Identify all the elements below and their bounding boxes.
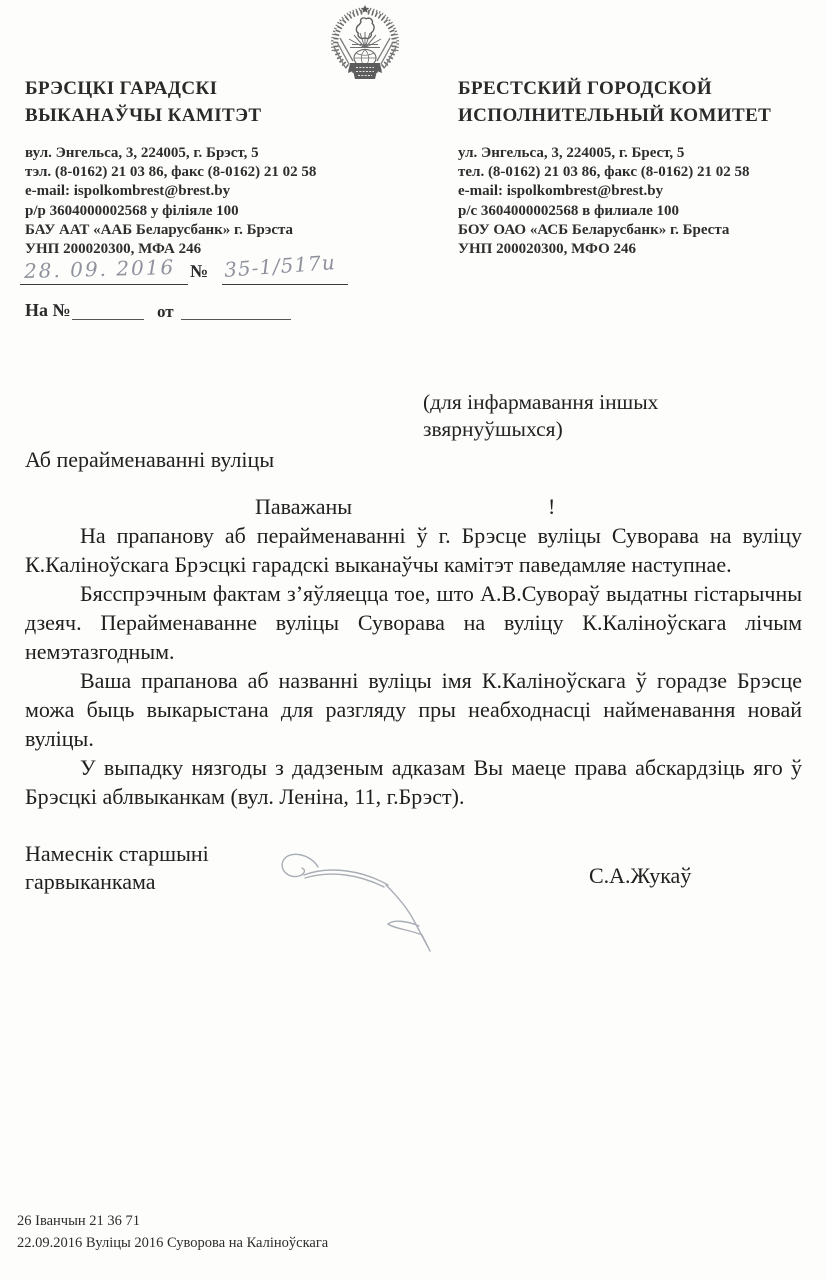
annotation-line2: звярнуўшыхся) (423, 417, 563, 441)
reply-from-label: от (157, 302, 174, 321)
org-title-ru-line2: ИСПОЛНИТЕЛЬНЫЙ КОМИТЕТ (458, 105, 772, 126)
clerical-footer (17, 1210, 328, 1254)
reply-date-blank (181, 319, 291, 320)
number-underline (222, 284, 348, 285)
letterhead-belarusian (25, 75, 435, 259)
address-line: БОУ ОАО «АСБ Беларусбанк» г. Бреста (458, 221, 730, 238)
address-line: e-mail: ispolkombrest@brest.by (458, 183, 664, 200)
file-note: 22.09.2016 Вуліцы 2016 Суворова на Каліноўскага (17, 1235, 329, 1251)
address-line: р/р 3604000002568 у філіяле 100 (25, 202, 239, 219)
letterhead-russian (458, 75, 818, 259)
body-paragraph: Ваша прапанова аб названні вуліцы імя К.Каліноўскага ў горадзе Брэсце можа быць выкарыстана для разгляду пры неабходнасці найменавання новай вуліцы. (25, 668, 802, 751)
address-line: УНП 200020300, МФО 246 (458, 241, 637, 258)
date-underline (20, 284, 188, 285)
address-line: УНП 200020300, МФА 246 (25, 241, 202, 258)
salutation-exclamation: ! (548, 494, 556, 519)
address-line: e-mail: ispolkombrest@brest.by (25, 183, 231, 200)
handwritten-date: 28. 09. 2016 (23, 255, 176, 283)
signer-position-line2: гарвыканкама (25, 869, 156, 894)
executor-note: 26 Іванчын 21 36 71 (17, 1213, 140, 1229)
org-title-by-line2: ВЫКАНАЎЧЫ КАМІТЭТ (25, 105, 262, 126)
salutation (255, 494, 556, 520)
body-paragraph: На прапанову аб перайменаванні ў г. Брэсце вуліцы Суворава на вуліцу К.Каліноўскага Брэсцкі гарадскі выканаўчы камітэт паведамляе наступнае. (25, 523, 802, 577)
salutation-greeting: Паважаны (255, 494, 353, 519)
reply-to-number-label: На № (25, 300, 71, 320)
body-paragraph: У выпадку нязгоды з дадзеным адказам Вы маеце права абскардзіць яго ў Брэсцкі аблвыканкам (вул. Леніна, 11, г.Брэст). (25, 755, 802, 809)
address-block-ru (458, 144, 818, 259)
body-paragraph: Бясспрэчным фактам з’яўляецца тое, што А.В.Сувораў выдатны гістарычны дзеяч. Перайменаванне вуліцы Суворава на вуліцу К.Каліноўскага лічым немэтазгодным. (25, 581, 802, 664)
signer-position-line1: Намеснік старшыні (25, 841, 209, 866)
number-sign-label: № (190, 261, 209, 281)
letter-body (25, 521, 802, 811)
org-title-by-line1: БРЭСЦКІ ГАРАДСКІ (25, 78, 218, 99)
handwritten-outgoing-number: 35-1/517и (223, 250, 337, 282)
address-line: вул. Энгельса, 3, 224005, г. Брэст, 5 (25, 145, 259, 161)
subject-line: Аб перайменаванні вуліцы (25, 447, 275, 472)
org-title-ru-line1: БРЕСТСКИЙ ГОРОДСКОЙ (458, 78, 713, 99)
address-line: тэл. (8-0162) 21 03 86, факс (8-0162) 21 02 58 (25, 164, 317, 181)
belarus-coat-of-arms-icon (324, 2, 406, 82)
address-line: тел. (8-0162) 21 03 86, факс (8-0162) 21 02 58 (458, 164, 750, 181)
address-line: р/с 3604000002568 в филиале 100 (458, 202, 680, 219)
annotation-line1: (для інфармавання іншых (423, 390, 659, 414)
signer-name: С.А.Жукаў (589, 863, 692, 888)
address-line: ул. Энгельса, 3, 224005, г. Брест, 5 (458, 145, 685, 161)
recipient-annotation (423, 389, 763, 443)
signer-position (25, 840, 209, 896)
address-line: БАУ ААТ «ААБ Беларусбанк» г. Брэста (25, 221, 294, 238)
handwritten-signature-icon (272, 845, 444, 960)
reply-number-blank (72, 319, 144, 320)
address-block-by (25, 144, 435, 259)
